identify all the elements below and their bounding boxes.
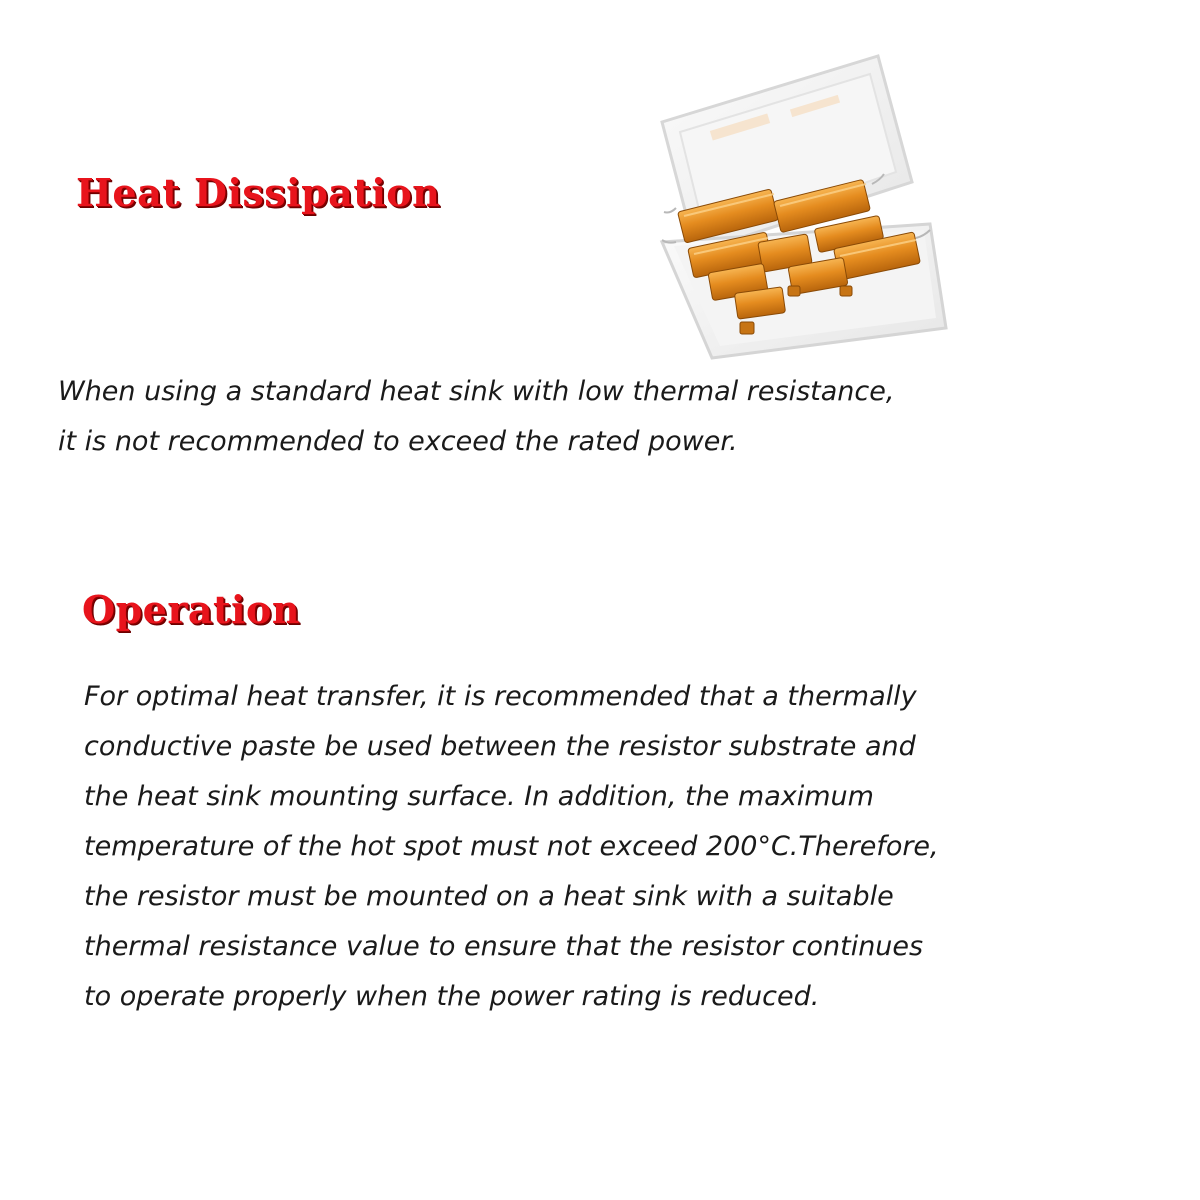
operation-heading: Operation [82, 587, 300, 632]
operation-line: thermal resistance value to ensure that the resistor continues [84, 931, 924, 962]
heat-dissipation-line: When using a standard heat sink with low thermal resistance, [58, 376, 895, 407]
operation-line: For optimal heat transfer, it is recommended that a thermally [84, 681, 917, 712]
heat-dissipation-line: it is not recommended to exceed the rated power. [58, 426, 738, 457]
heat-dissipation-text [58, 367, 894, 467]
operation-line: to operate properly when the power rating is reduced. [84, 981, 820, 1012]
heat-dissipation-heading: Heat Dissipation [76, 170, 441, 215]
operation-text [84, 672, 939, 1022]
operation-line: the resistor must be mounted on a heat sink with a suitable [84, 881, 894, 912]
operation-line: the heat sink mounting surface. In addition, the maximum [84, 781, 874, 812]
operation-line: conductive paste be used between the resistor substrate and [84, 731, 916, 762]
resistor-box-image [640, 32, 952, 368]
operation-line: temperature of the hot spot must not exceed 200°C.Therefore, [84, 831, 939, 862]
